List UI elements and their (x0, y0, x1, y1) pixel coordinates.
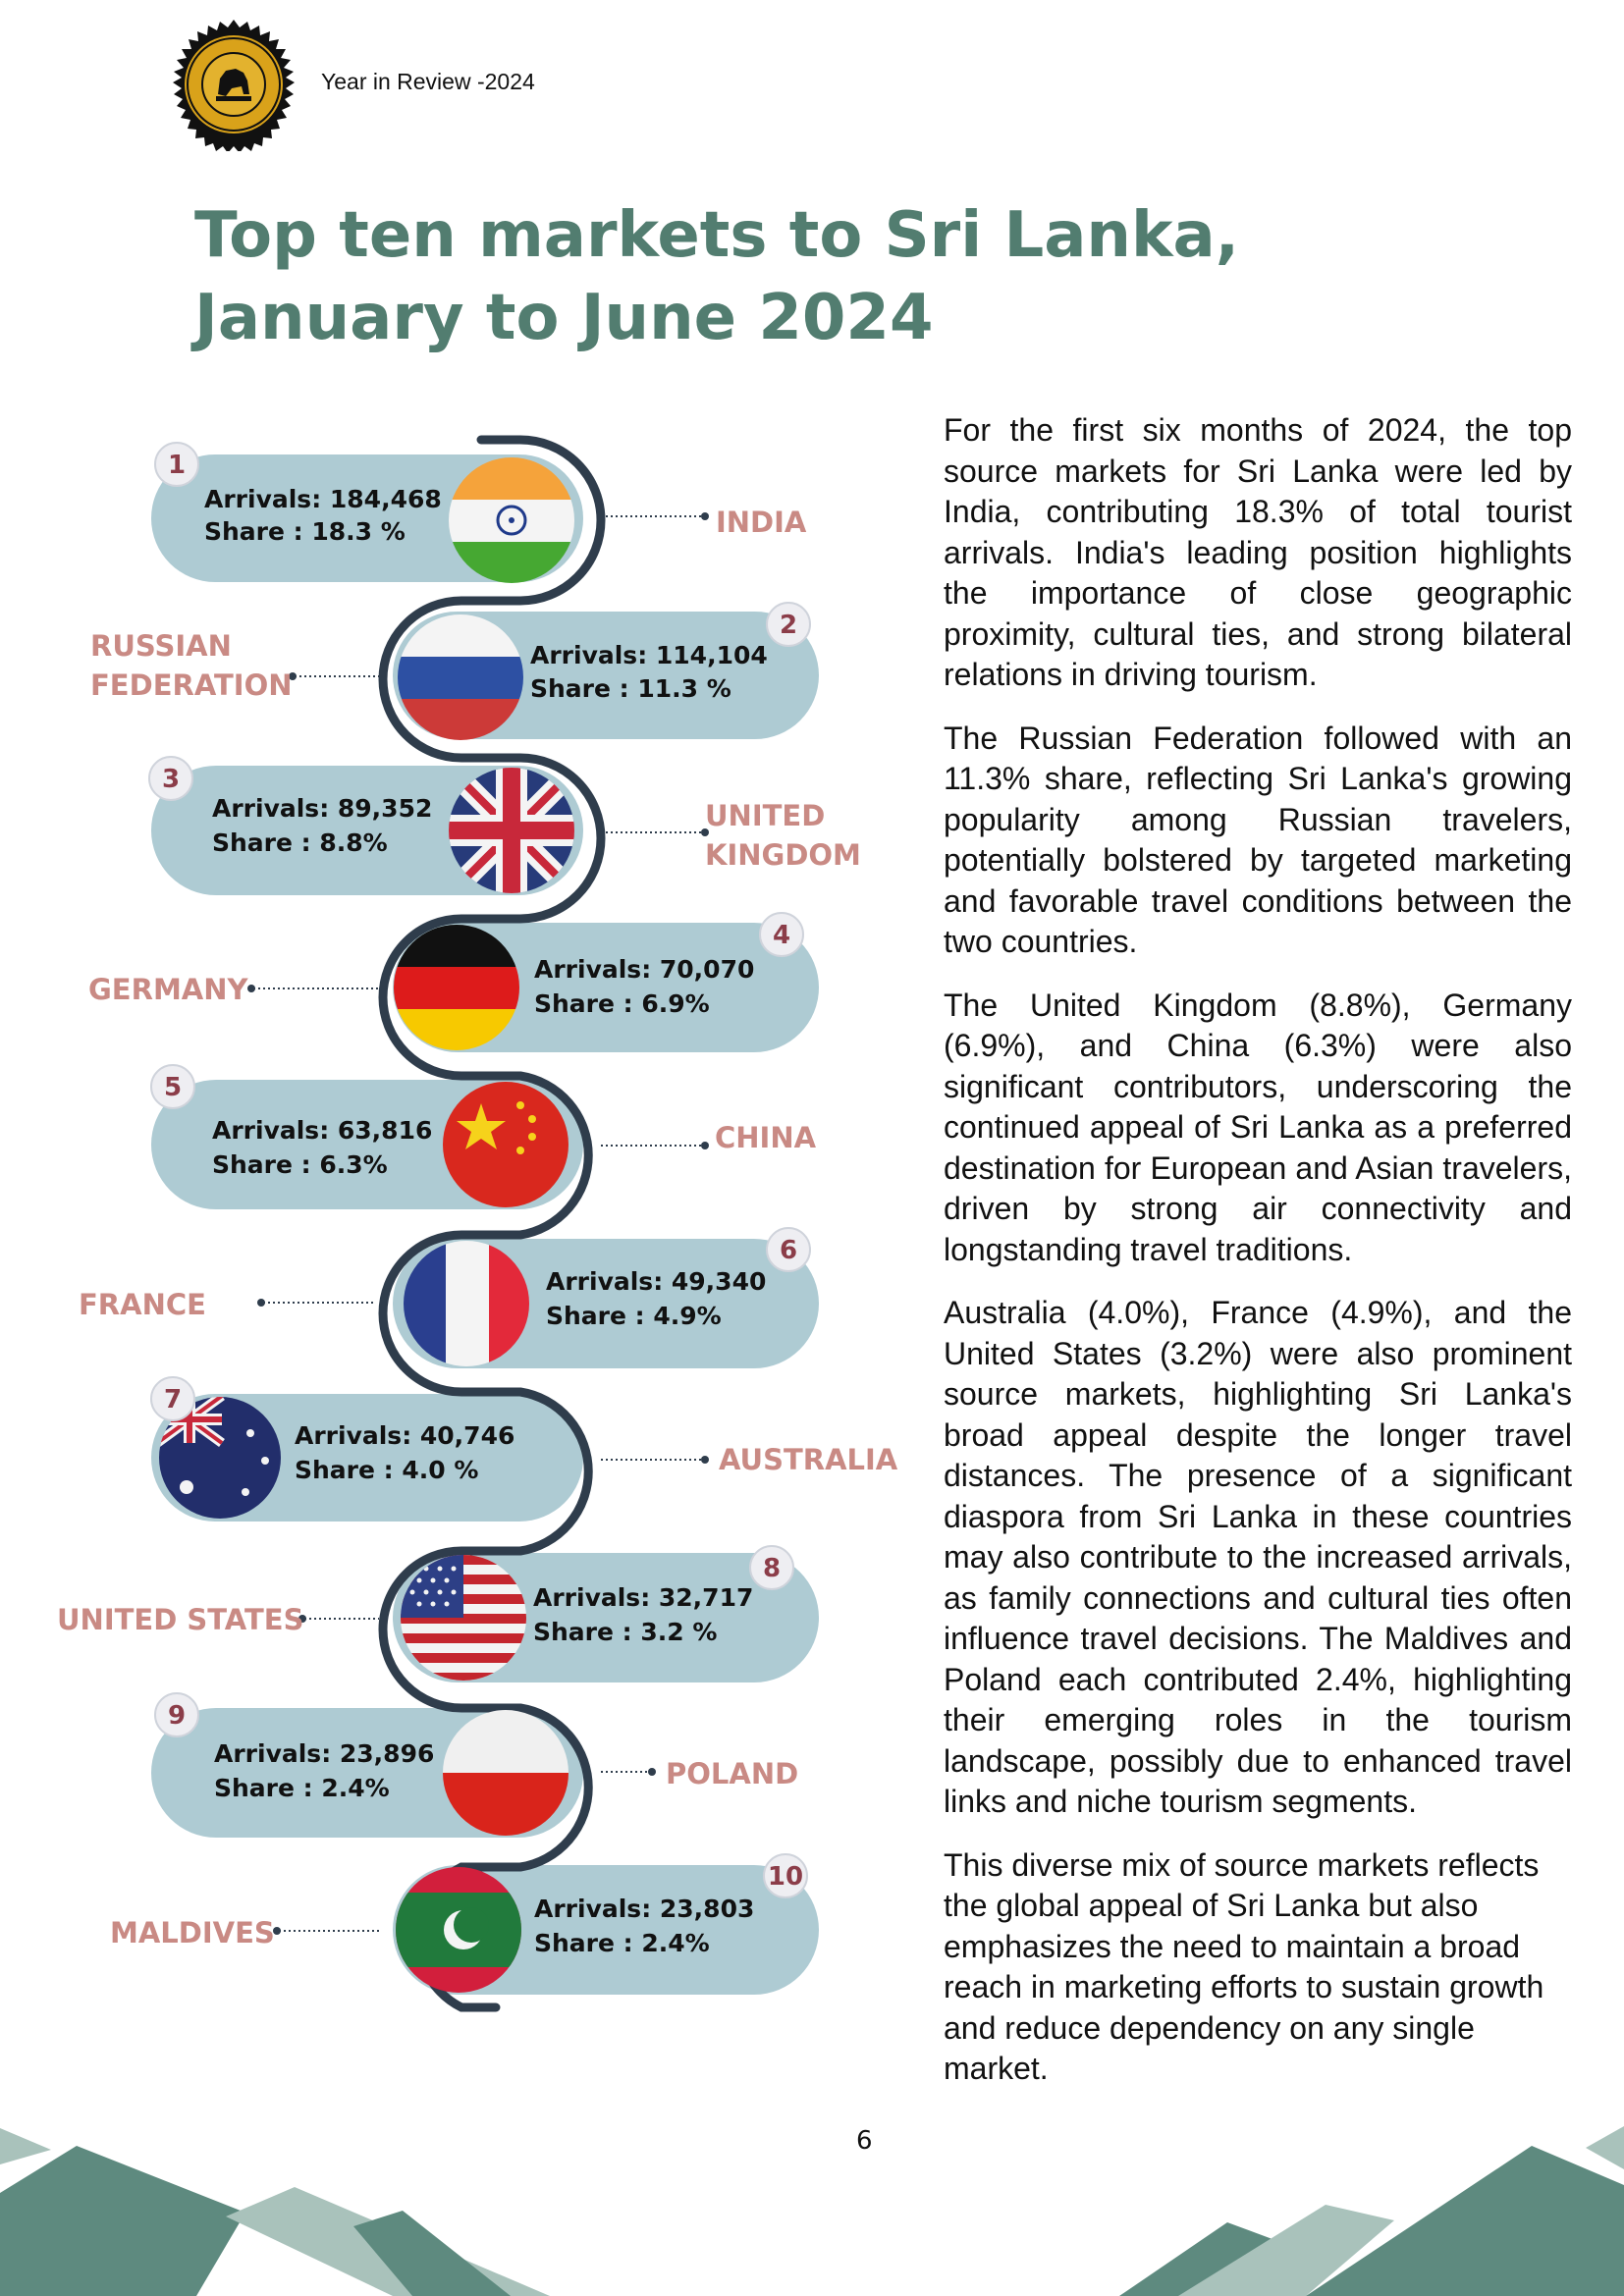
page-number: 6 (856, 2126, 873, 2156)
share-label-3: Share : 8.8% (212, 828, 388, 857)
rank-badge-1: 1 (167, 451, 187, 480)
paragraph-2: The Russian Federation followed with an 11.3% share, reflecting Sri Lanka's growing popularity among Russian travelers, potentially bolstered by targeted marketing and favorable travel conditions between the two countries. (944, 720, 1572, 959)
country-label-france: FRANCE (79, 1288, 206, 1321)
country-label-united-states: UNITED STATES (57, 1603, 304, 1636)
report-header: Year in Review -2024 (321, 69, 535, 94)
arrivals-label-5: Arrivals: 63,816 (212, 1116, 433, 1145)
arrivals-label-9: Arrivals: 23,896 (214, 1739, 435, 1768)
arrivals-label-4: Arrivals: 70,070 (534, 955, 755, 984)
rank-badge-8: 8 (762, 1554, 782, 1583)
country-label-china: CHINA (715, 1121, 817, 1154)
country-label-india: INDIA (716, 506, 807, 539)
share-label-8: Share : 3.2 % (533, 1618, 718, 1646)
country-label-germany: GERMANY (88, 973, 248, 1006)
country-label-russia-line-2: FEDERATION (90, 668, 293, 702)
rank-badge-7: 7 (163, 1385, 183, 1415)
share-label-6: Share : 4.9% (546, 1302, 722, 1330)
country-label-uk-line-2: KINGDOM (705, 838, 861, 872)
sri-lanka-tourism-seal-icon (167, 18, 300, 151)
arrivals-label-10: Arrivals: 23,803 (534, 1895, 755, 1923)
arrivals-label-1: Arrivals: 184,468 (204, 485, 442, 513)
arrivals-label-8: Arrivals: 32,717 (533, 1583, 754, 1612)
share-label-2: Share : 11.3 % (530, 674, 731, 703)
rank-badge-6: 6 (779, 1236, 798, 1265)
arrivals-label-6: Arrivals: 49,340 (546, 1267, 767, 1296)
rank-badge-4: 4 (772, 921, 791, 950)
body-text (944, 410, 1572, 2118)
rank-badge-2: 2 (779, 611, 798, 640)
arrivals-label-7: Arrivals: 40,746 (295, 1421, 515, 1450)
country-label-australia: AUSTRALIA (719, 1443, 898, 1476)
share-label-5: Share : 6.3% (212, 1150, 388, 1179)
paragraph-4: Australia (4.0%), France (4.9%), and the United States (3.2%) were also prominent source markets, highlighting Sri Lanka's broad appeal despite the longer travel distances. The presence of a significant diaspora from Sri Lanka in these countries may also contribute to the increased arrivals, as family connections and cultural ties often influence travel decisions. The Maldives and Poland each contributed 2.4%, highlighting their emerging roles in the tourism landscape, possibly due to enhanced travel links and niche tourism segments. (944, 1295, 1572, 1819)
share-label-4: Share : 6.9% (534, 989, 710, 1018)
title-line-1: Top ten markets to Sri Lanka, (194, 199, 1240, 272)
paragraph-3: The United Kingdom (8.8%), Germany (6.9%), and China (6.3%) were also significant contributors, underscoring the continued appeal of Sri Lanka as a preferred destination for European and Asian travelers, driven by strong air connectivity and longstanding travel traditions. (944, 987, 1572, 1267)
country-label-russia-line-1: RUSSIAN (90, 629, 232, 663)
rank-badge-5: 5 (163, 1073, 183, 1102)
share-label-7: Share : 4.0 % (295, 1456, 479, 1484)
top-markets-infographic (0, 393, 943, 2042)
rank-badge-3: 3 (161, 765, 181, 794)
paragraph-1: For the first six months of 2024, the top source markets for Sri Lanka were led by India, contributing 18.3% of total tourist arrivals. India's leading position highlights the importance of close geographic proximity, cultural ties, and strong bilateral relations in driving tourism. (944, 412, 1572, 692)
share-label-10: Share : 2.4% (534, 1929, 710, 1957)
country-label-maldives: MALDIVES (110, 1916, 275, 1949)
rank-badge-9: 9 (167, 1701, 187, 1731)
rank-badge-10: 10 (767, 1862, 804, 1892)
share-label-9: Share : 2.4% (214, 1774, 390, 1802)
paragraph-5: This diverse mix of source markets reflects the global appeal of Sri Lanka but also emphasizes the need to maintain a broad reach in marketing efforts to sustain growth and reduce dependency on any single market. (944, 1846, 1544, 2086)
arrivals-label-2: Arrivals: 114,104 (530, 641, 768, 669)
page-title (194, 194, 1324, 359)
share-label-1: Share : 18.3 % (204, 517, 406, 546)
title-line-2: January to June 2024 (194, 282, 934, 354)
country-label-poland: POLAND (666, 1757, 799, 1790)
footer-decoration (0, 2110, 1624, 2296)
arrivals-label-3: Arrivals: 89,352 (212, 794, 433, 823)
country-label-uk-line-1: UNITED (705, 799, 826, 832)
